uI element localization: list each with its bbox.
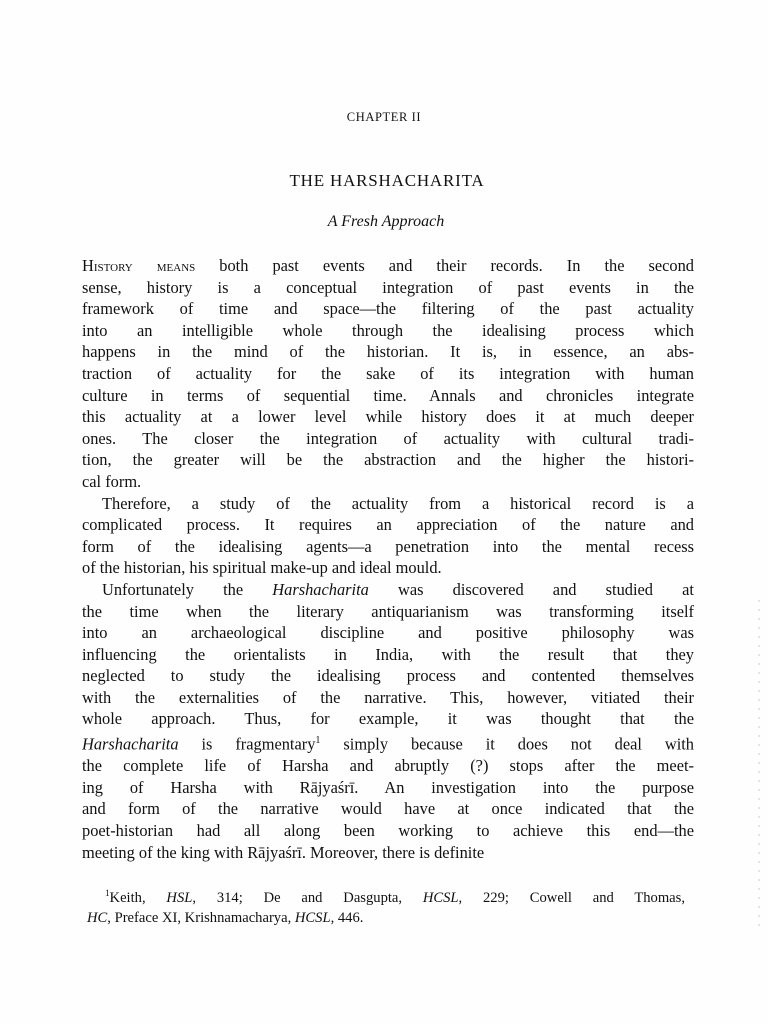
- italic-text: HCSL: [294, 909, 331, 926]
- text-line: [82, 449, 694, 471]
- footnote-marker: 1: [315, 735, 321, 747]
- text-line: [82, 406, 694, 428]
- text-line: [82, 579, 694, 601]
- text-run: the time when the literary antiquarianism was transforming itself: [82, 601, 694, 621]
- text-line: [82, 777, 694, 799]
- chapter-subtitle: A Fresh Approach: [327, 213, 445, 230]
- text-run: form of the idealising agents—a penetration into the mental recess: [82, 536, 694, 556]
- text-line: [82, 755, 694, 777]
- text-line: [82, 601, 694, 623]
- footnote-line: [87, 908, 685, 928]
- text-line: [82, 341, 694, 363]
- text-run: ones. The closer the integration of actuality with cultural tradi-: [82, 428, 694, 448]
- text-run: cal form.: [82, 471, 142, 491]
- text-run: meeting of the king with Rājyaśrī. Moreover, there is definite: [82, 842, 485, 862]
- text-run: , 229; Cowell and Thomas,: [458, 889, 685, 906]
- italic-text: HC: [87, 909, 108, 926]
- footnote-marker: 1: [105, 888, 110, 898]
- text-run: this actuality at a lower level while history does it at much deeper: [82, 407, 694, 427]
- paragraph: [82, 255, 694, 493]
- text-run: happens in the mind of the historian. It is, in essence, an abs-: [82, 342, 694, 362]
- text-run: neglected to study the idealising process and contented themselves: [82, 666, 694, 686]
- small-caps-text: History means: [82, 256, 196, 275]
- text-line: [82, 644, 694, 666]
- text-run: into an archaeological discipline and positive philosophy was: [82, 623, 694, 643]
- text-run: Therefore, a study of the actuality from a historical record is a: [102, 493, 694, 513]
- scan-edge-artifact: [758, 600, 760, 930]
- chapter-label: CHAPTER II: [346, 110, 422, 124]
- text-line: [82, 363, 694, 385]
- text-run: ing of Harsha with Rājyaśrī. An investigation into the purpose: [82, 777, 694, 797]
- text-run: both past events and their records. In the second: [195, 256, 695, 275]
- footnote: [87, 883, 685, 928]
- text-line: [82, 536, 694, 558]
- text-run: Keith,: [109, 889, 167, 906]
- text-line: [82, 428, 694, 450]
- text-run: was discovered and studied at: [368, 579, 694, 599]
- text-line: [82, 255, 694, 277]
- text-line: [82, 842, 694, 864]
- text-run: framework of time and space—the filtering of the past actuality: [82, 299, 694, 319]
- text-line: [82, 471, 694, 493]
- text-run: and form of the narrative would have at once indicated that the: [82, 799, 694, 819]
- text-line: [82, 798, 694, 820]
- text-line: [82, 514, 694, 536]
- text-line: [82, 687, 694, 709]
- text-run: tion, the greater will be the abstraction and the higher the histori-: [82, 450, 694, 470]
- text-run: Unfortunately the: [102, 579, 273, 599]
- text-run: , Preface XI, Krishnamacharya,: [107, 909, 295, 926]
- paragraph: [82, 493, 694, 579]
- text-line: [82, 320, 694, 342]
- text-run: simply because it does not deal with: [320, 734, 694, 754]
- text-run: poet-historian had all along been working to achieve this end—the: [82, 820, 694, 840]
- text-run: is fragmentary: [178, 734, 316, 754]
- text-run: with the externalities of the narrative. This, however, vitiated their: [82, 687, 694, 707]
- text-run: influencing the orientalists in India, with the result that they: [82, 644, 694, 664]
- text-run: sense, history is a conceptual integration of past events in the: [82, 277, 694, 297]
- text-run: , 446.: [330, 909, 364, 926]
- text-line: [82, 820, 694, 842]
- italic-text: HSL: [166, 889, 193, 906]
- text-run: culture in terms of sequential time. Annals and chronicles integrate: [82, 385, 694, 405]
- italic-text: Harshacharita: [82, 734, 179, 754]
- chapter-title: THE HARSHACHARITA: [289, 171, 485, 190]
- text-line: [82, 730, 694, 755]
- text-run: , 314; De and Dasgupta,: [192, 889, 423, 906]
- text-run: whole approach. Thus, for example, it was thought that the: [82, 709, 694, 729]
- paragraph: [82, 579, 694, 863]
- text-run: into an intelligible whole through the idealising process which: [82, 320, 694, 340]
- text-run: the complete life of Harsha and abruptly (?) stops after the meet-: [82, 756, 694, 776]
- text-run: complicated process. It requires an appreciation of the nature and: [82, 515, 694, 535]
- text-run: of the historian, his spiritual make-up and ideal mould.: [82, 558, 442, 578]
- text-line: [82, 708, 694, 730]
- text-line: [82, 298, 694, 320]
- text-line: [82, 557, 694, 579]
- text-run: traction of actuality for the sake of its integration with human: [82, 363, 694, 383]
- italic-text: Harshacharita: [272, 579, 369, 599]
- body-text: [82, 255, 694, 863]
- footnote-line: [87, 883, 685, 908]
- italic-text: HCSL: [422, 889, 459, 906]
- text-line: [82, 665, 694, 687]
- text-line: [82, 493, 694, 515]
- text-line: [82, 622, 694, 644]
- text-line: [82, 277, 694, 299]
- text-line: [82, 385, 694, 407]
